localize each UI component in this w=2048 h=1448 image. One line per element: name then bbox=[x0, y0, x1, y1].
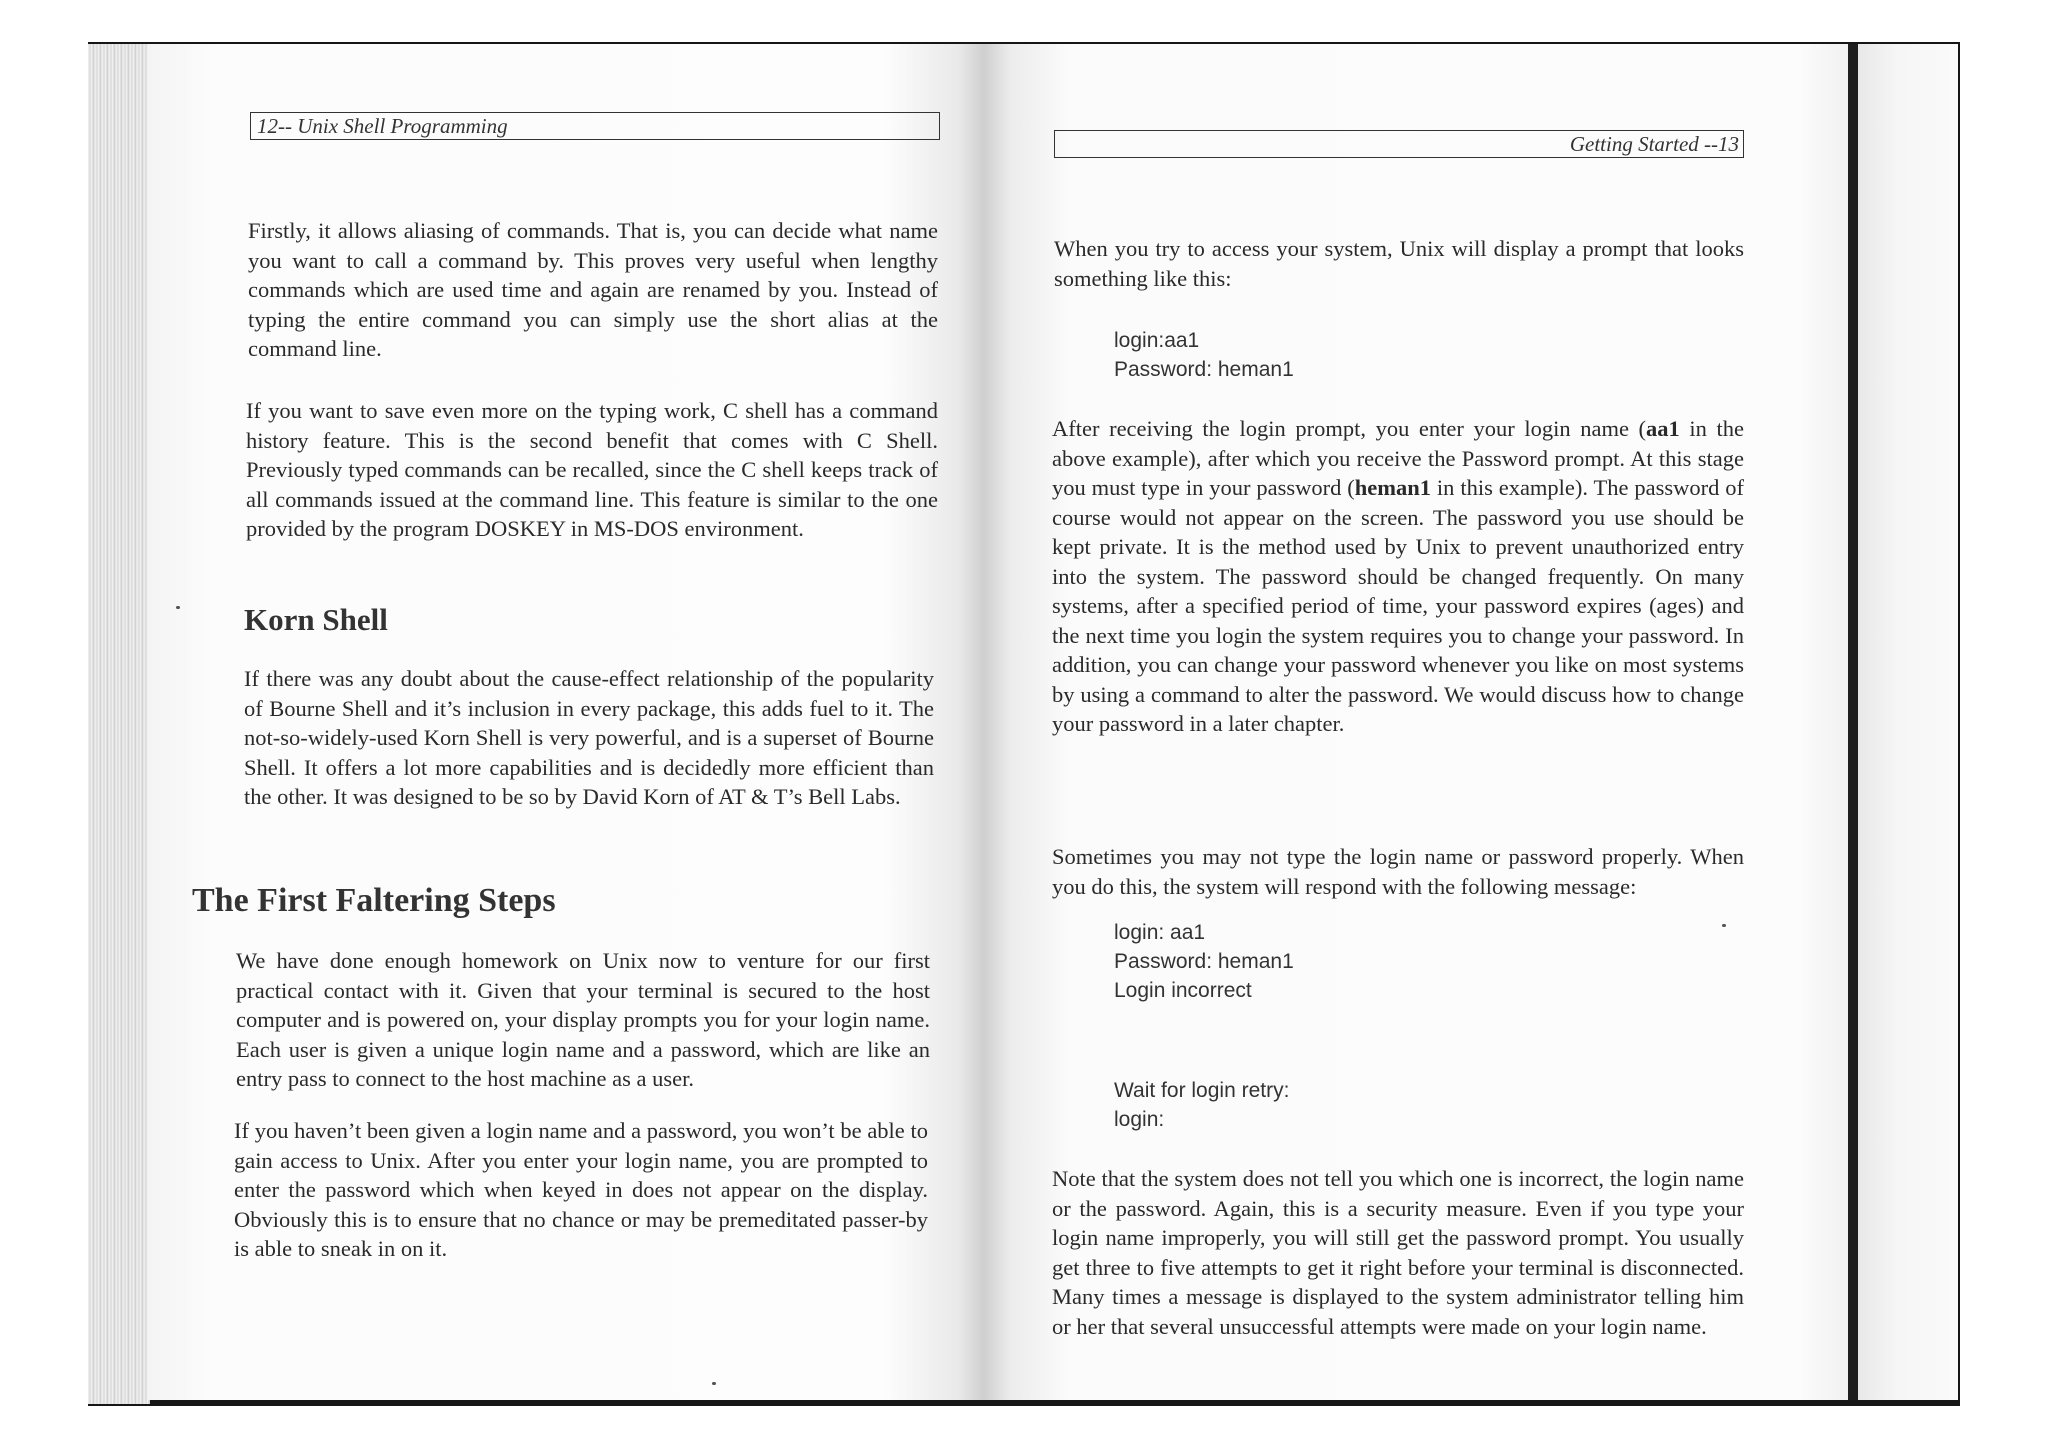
bold-password: heman1 bbox=[1354, 475, 1432, 500]
right-page-edge-shadow bbox=[1848, 44, 1858, 1400]
code-line: Wait for login retry: bbox=[1114, 1079, 1290, 1102]
paragraph-no-login: If you haven’t been given a login name and a password, you won’t be able to gain access to Unix. After you enter your login name, you are prompted to enter the password which when keyed in does not appear on the display. Obviously this is to ensure that no chance or may be premeditated passer-by is able to sneak in on it. bbox=[234, 1118, 928, 1261]
text-run: in this example). The password of course would not appear on the screen. The password you use should be kept private. It is the method used by Unix to prevent unauthorized entry into the system. The password should be changed frequently. On many systems, after a specified period of time, your password expires (ages) and the next time you login the system requires you to change your password. In addition, you can change your password whenever you like on most systems by using a command to alter the password. We would discuss how to change your password in a later chapter. bbox=[1052, 475, 1744, 736]
scan-speck bbox=[712, 1382, 716, 1385]
text-run: After receiving the login prompt, you enter your login name ( bbox=[1052, 416, 1647, 441]
left-running-header-box bbox=[250, 112, 940, 140]
paragraph-incorrect-login: Sometimes you may not type the login name or password properly. When you do this, the system will respond with the following message: bbox=[1052, 844, 1744, 899]
login-example bbox=[1114, 326, 1294, 384]
paragraph-korn-shell: If there was any doubt about the cause-effect relationship of the popularity of Bourne Shell and it’s inclusion in every package, this adds fuel to it. The not-so-widely-used Korn Shell is very powerful, and is a superset of Bourne Shell. It offers a lot more capabilities and is decidedly more efficient than the other. It was designed to be so by David Korn of AT & T’s Bell Labs. bbox=[244, 666, 934, 809]
code-line: Login incorrect bbox=[1114, 979, 1252, 1002]
code-line: login:aa1 bbox=[1114, 329, 1200, 352]
scan-speck bbox=[176, 606, 180, 609]
code-line: login: aa1 bbox=[1114, 921, 1206, 944]
right-running-header: Getting Started --13 bbox=[1569, 132, 1739, 156]
paragraph-homework: We have done enough homework on Unix now to venture for our first practical contact with it. Given that your terminal is secured to the host computer and is powered on, your display prompts you for your login name. Each user is given a unique login name and a password, which are like an entry pass to connect to the host machine as a user. bbox=[236, 948, 930, 1091]
code-line: Password: heman1 bbox=[1114, 358, 1294, 381]
paragraph-access-prompt: When you try to access your system, Unix will display a prompt that looks something like this: bbox=[1054, 236, 1744, 291]
code-line: login: bbox=[1114, 1108, 1165, 1131]
code-line: Password: heman1 bbox=[1114, 950, 1294, 973]
right-page-edges bbox=[1858, 44, 1958, 1400]
paragraph-aliasing: Firstly, it allows aliasing of commands. That is, you can decide what name you want to call a command by. This proves very useful when lengthy commands which are used time and again are renamed by you. Instead of typing the entire command you can simply use the short alias at the command line. bbox=[248, 218, 938, 361]
paragraph-security-note: Note that the system does not tell you which one is incorrect, the login name or the password. Again, this is a security measure. Even if you type your login name improperly, you will still get the password prompt. You usually get three to five attempts to get it right before your terminal is disconnected. Many times a message is displayed to the system administrator telling him or her that several unsuccessful attempts were made on your login name. bbox=[1052, 1166, 1744, 1339]
paragraph-login-prompt bbox=[1052, 414, 1744, 739]
login-retry-example bbox=[1114, 1076, 1289, 1134]
scan-speck bbox=[1722, 924, 1726, 927]
bold-login-name: aa1 bbox=[1646, 416, 1680, 441]
text-run: in the above example), after which you receive the Password prompt. At this stage you must type in your password ( bbox=[1052, 416, 1744, 500]
left-page-edges bbox=[88, 44, 150, 1404]
paragraph-command-history: If you want to save even more on the typing work, C shell has a command history feature. This is the second benefit that comes with C Shell. Previously typed commands can be recalled, since the C shell keeps track of all commands issued at the command line. This feature is similar to the one provided by the program DOSKEY in MS-DOS environment. bbox=[246, 398, 938, 541]
left-page bbox=[148, 44, 984, 1400]
login-incorrect-example bbox=[1114, 918, 1294, 1005]
first-faltering-steps-heading: The First Faltering Steps bbox=[192, 882, 556, 919]
korn-shell-heading: Korn Shell bbox=[244, 602, 388, 637]
right-running-header-box bbox=[1054, 130, 1744, 158]
left-running-header: 12-- Unix Shell Programming bbox=[257, 114, 508, 138]
right-page bbox=[984, 44, 1848, 1400]
